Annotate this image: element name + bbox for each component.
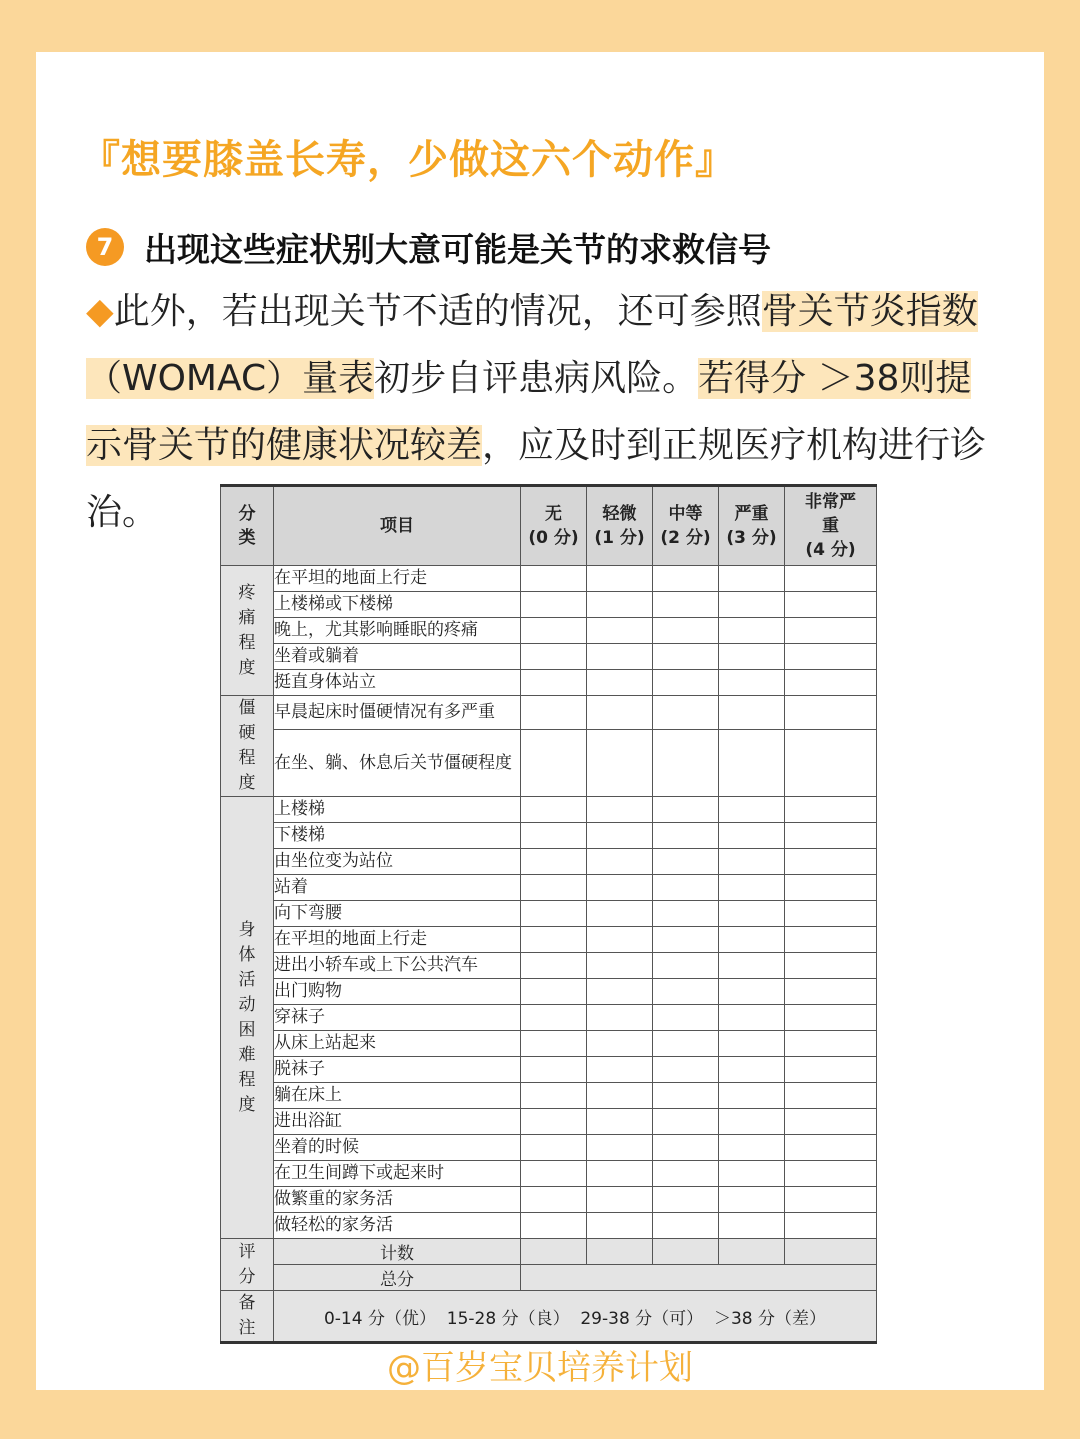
score-cell[interactable] — [785, 1057, 877, 1083]
score-cell[interactable] — [521, 979, 587, 1005]
score-category-cell — [221, 1239, 274, 1291]
count-cell[interactable] — [521, 1239, 587, 1265]
score-cell[interactable] — [785, 797, 877, 823]
score-cell[interactable] — [653, 875, 719, 901]
table-row — [221, 1135, 877, 1161]
score-cell[interactable] — [587, 670, 653, 696]
item-cell: 穿袜子 — [274, 1005, 521, 1031]
score-cell[interactable] — [587, 1005, 653, 1031]
table-row — [221, 1213, 877, 1239]
score-cell[interactable] — [587, 927, 653, 953]
table-row — [221, 696, 877, 730]
score-cell[interactable] — [653, 696, 719, 730]
score-cell[interactable] — [785, 953, 877, 979]
item-cell: 在坐、躺、休息后关节僵硬程度 — [274, 730, 521, 797]
category-label: 疼痛程度 — [238, 582, 256, 678]
womac-table-wrapper — [220, 484, 878, 1344]
item-cell: 躺在床上 — [274, 1083, 521, 1109]
score-cell[interactable] — [653, 901, 719, 927]
score-cell[interactable] — [719, 849, 785, 875]
item-cell: 早晨起床时僵硬情况有多严重 — [274, 696, 521, 730]
score-cell[interactable] — [653, 1005, 719, 1031]
score-cell[interactable] — [719, 1187, 785, 1213]
score-cell[interactable] — [785, 1213, 877, 1239]
note-category-cell — [221, 1291, 274, 1343]
table-row — [221, 953, 877, 979]
highlight-score: 若得分 ＞38则提示骨关节的健康状况较差 — [86, 358, 972, 466]
score-cell[interactable] — [521, 670, 587, 696]
score-cell[interactable] — [785, 1031, 877, 1057]
score-cell[interactable] — [587, 1135, 653, 1161]
count-cell[interactable] — [785, 1239, 877, 1265]
item-cell: 在卫生间蹲下或起来时 — [274, 1161, 521, 1187]
item-cell: 坐着的时候 — [274, 1135, 521, 1161]
score-cell[interactable] — [521, 953, 587, 979]
score-cell[interactable] — [653, 1031, 719, 1057]
header-extreme: 非常严 重 (4 分) — [785, 486, 877, 566]
score-cell[interactable] — [521, 1005, 587, 1031]
table-row — [221, 1109, 877, 1135]
header-mild: 轻微 (1 分) — [587, 486, 653, 566]
table-row — [221, 927, 877, 953]
number-badge: 7 — [86, 228, 124, 266]
score-cell[interactable] — [521, 927, 587, 953]
category-cell — [221, 696, 274, 797]
count-cell[interactable] — [653, 1239, 719, 1265]
score-cell[interactable] — [587, 618, 653, 644]
table-row — [221, 1083, 877, 1109]
count-row — [221, 1239, 877, 1265]
score-cell[interactable] — [719, 1057, 785, 1083]
score-cell[interactable] — [785, 849, 877, 875]
total-row — [221, 1265, 877, 1291]
table-row — [221, 1057, 877, 1083]
score-cell[interactable] — [785, 823, 877, 849]
score-cell[interactable] — [587, 592, 653, 618]
score-cell[interactable] — [653, 927, 719, 953]
table-row — [221, 644, 877, 670]
count-cell[interactable] — [587, 1239, 653, 1265]
count-label: 计数 — [274, 1239, 521, 1265]
item-cell: 从床上站起来 — [274, 1031, 521, 1057]
score-cell[interactable] — [521, 1057, 587, 1083]
score-cell[interactable] — [587, 953, 653, 979]
section-heading — [86, 224, 771, 270]
header-category: 分类 — [221, 486, 274, 566]
score-cell[interactable] — [785, 1083, 877, 1109]
header-severe: 严重 (3 分) — [719, 486, 785, 566]
score-cell[interactable] — [521, 644, 587, 670]
score-cell[interactable] — [521, 797, 587, 823]
count-cell[interactable] — [719, 1239, 785, 1265]
score-cell[interactable] — [785, 1161, 877, 1187]
score-cell[interactable] — [653, 1213, 719, 1239]
table-row — [221, 979, 877, 1005]
score-cell[interactable] — [785, 1005, 877, 1031]
item-cell: 在平坦的地面上行走 — [274, 927, 521, 953]
score-cell[interactable] — [719, 644, 785, 670]
table-row — [221, 730, 877, 797]
score-cell[interactable] — [785, 927, 877, 953]
header-none: 无 (0 分) — [521, 486, 587, 566]
score-cell[interactable] — [653, 979, 719, 1005]
item-cell: 向下弯腰 — [274, 901, 521, 927]
score-cell[interactable] — [653, 618, 719, 644]
score-cell[interactable] — [785, 1187, 877, 1213]
score-cell[interactable] — [719, 1005, 785, 1031]
table-row — [221, 1005, 877, 1031]
score-cell[interactable] — [587, 1057, 653, 1083]
item-cell: 脱袜子 — [274, 1057, 521, 1083]
score-cell[interactable] — [719, 1213, 785, 1239]
score-cell[interactable] — [719, 953, 785, 979]
table-row — [221, 849, 877, 875]
item-cell: 做轻松的家务活 — [274, 1213, 521, 1239]
total-label: 总分 — [274, 1265, 521, 1291]
score-cell[interactable] — [653, 644, 719, 670]
score-cell[interactable] — [653, 1083, 719, 1109]
score-cell[interactable] — [521, 730, 587, 797]
score-cell[interactable] — [521, 1109, 587, 1135]
paragraph-text-3: ，应及时到正规医疗机构进行诊治。 — [86, 425, 987, 533]
item-cell: 进出小轿车或上下公共汽车 — [274, 953, 521, 979]
score-cell[interactable] — [521, 1187, 587, 1213]
score-cell[interactable] — [587, 797, 653, 823]
table-row — [221, 566, 877, 592]
score-cell[interactable] — [785, 901, 877, 927]
score-cell[interactable] — [521, 618, 587, 644]
score-cell[interactable] — [521, 1031, 587, 1057]
score-cell[interactable] — [719, 823, 785, 849]
score-cell[interactable] — [587, 1187, 653, 1213]
score-cell[interactable] — [785, 875, 877, 901]
score-cell[interactable] — [653, 566, 719, 592]
score-cell[interactable] — [521, 901, 587, 927]
score-cell[interactable] — [587, 901, 653, 927]
item-cell: 站着 — [274, 875, 521, 901]
item-cell: 进出浴缸 — [274, 1109, 521, 1135]
score-cell[interactable] — [521, 875, 587, 901]
score-cell[interactable] — [521, 696, 587, 730]
score-cell[interactable] — [653, 953, 719, 979]
score-cell[interactable] — [653, 1135, 719, 1161]
score-cell[interactable] — [521, 1213, 587, 1239]
score-cell[interactable] — [719, 592, 785, 618]
score-cell[interactable] — [653, 670, 719, 696]
score-cell[interactable] — [653, 592, 719, 618]
header-item: 项目 — [274, 486, 521, 566]
score-cell[interactable] — [719, 566, 785, 592]
total-value-cell[interactable] — [521, 1265, 877, 1291]
score-cell[interactable] — [587, 566, 653, 592]
score-cell[interactable] — [785, 1135, 877, 1161]
score-cell[interactable] — [653, 823, 719, 849]
table-header-row — [221, 486, 877, 566]
table-row — [221, 797, 877, 823]
score-cell[interactable] — [587, 1213, 653, 1239]
item-cell: 上楼梯 — [274, 797, 521, 823]
category-label: 评分 — [238, 1241, 256, 1287]
score-cell[interactable] — [587, 1109, 653, 1135]
score-cell[interactable] — [719, 1083, 785, 1109]
table-row — [221, 1187, 877, 1213]
page-title: 『想要膝盖长寿，少做这六个动作』 — [80, 137, 736, 183]
score-cell[interactable] — [719, 797, 785, 823]
score-cell[interactable] — [719, 1161, 785, 1187]
score-cell[interactable] — [521, 1135, 587, 1161]
category-label: 僵硬程度 — [238, 698, 256, 793]
score-cell[interactable] — [719, 1135, 785, 1161]
score-cell[interactable] — [719, 1109, 785, 1135]
score-cell[interactable] — [719, 618, 785, 644]
score-cell[interactable] — [653, 730, 719, 797]
table-body — [221, 566, 877, 1343]
score-cell[interactable] — [719, 696, 785, 730]
score-cell[interactable] — [587, 1161, 653, 1187]
score-cell[interactable] — [521, 592, 587, 618]
category-cell — [221, 566, 274, 696]
section-heading-text: 出现这些症状别大意可能是关节的求救信号 — [144, 229, 771, 269]
score-cell[interactable] — [719, 730, 785, 797]
score-cell[interactable] — [587, 823, 653, 849]
score-cell[interactable] — [653, 1057, 719, 1083]
item-cell: 挺直身体站立 — [274, 670, 521, 696]
score-cell[interactable] — [785, 979, 877, 1005]
score-cell[interactable] — [719, 1031, 785, 1057]
score-cell[interactable] — [785, 696, 877, 730]
paragraph-text-1: 此外，若出现关节不适的情况，还可参照 — [113, 291, 762, 332]
score-cell[interactable] — [521, 823, 587, 849]
table-row — [221, 1161, 877, 1187]
womac-table — [220, 484, 877, 1344]
score-cell[interactable] — [719, 670, 785, 696]
score-cell[interactable] — [521, 849, 587, 875]
item-cell: 出门购物 — [274, 979, 521, 1005]
table-row — [221, 901, 877, 927]
score-cell[interactable] — [785, 592, 877, 618]
footer-signature: @百岁宝贝培养计划 — [387, 1348, 693, 1388]
score-cell[interactable] — [653, 849, 719, 875]
category-label: 身体活动困难程度 — [238, 919, 256, 1115]
note-text: 0-14 分（优） 15-28 分（良） 29-38 分（可） ＞38 分（差） — [274, 1291, 877, 1343]
item-cell: 下楼梯 — [274, 823, 521, 849]
score-cell[interactable] — [521, 566, 587, 592]
score-cell[interactable] — [587, 1083, 653, 1109]
score-cell[interactable] — [653, 1187, 719, 1213]
score-cell[interactable] — [587, 875, 653, 901]
score-cell[interactable] — [521, 1161, 587, 1187]
score-cell[interactable] — [653, 1161, 719, 1187]
score-cell[interactable] — [653, 1109, 719, 1135]
score-cell[interactable] — [587, 979, 653, 1005]
score-cell[interactable] — [653, 797, 719, 823]
category-label: 备注 — [238, 1293, 256, 1338]
score-cell[interactable] — [587, 696, 653, 730]
score-cell[interactable] — [521, 1083, 587, 1109]
table-row — [221, 875, 877, 901]
score-cell[interactable] — [719, 901, 785, 927]
table-row — [221, 1031, 877, 1057]
score-cell[interactable] — [785, 644, 877, 670]
score-cell[interactable] — [719, 927, 785, 953]
score-cell[interactable] — [719, 875, 785, 901]
item-cell: 做繁重的家务活 — [274, 1187, 521, 1213]
score-cell[interactable] — [587, 1031, 653, 1057]
score-cell[interactable] — [785, 1109, 877, 1135]
table-row — [221, 618, 877, 644]
item-cell: 坐着或躺着 — [274, 644, 521, 670]
header-moderate: 中等 (2 分) — [653, 486, 719, 566]
item-cell: 晚上，尤其影响睡眠的疼痛 — [274, 618, 521, 644]
score-cell[interactable] — [587, 644, 653, 670]
highlight-womac: 骨关节炎指数（WOMAC）量表 — [86, 291, 978, 399]
score-cell[interactable] — [719, 979, 785, 1005]
note-row — [221, 1291, 877, 1343]
table-row — [221, 823, 877, 849]
paragraph-text-2: 初步自评患病风险。 — [374, 358, 699, 399]
diamond-icon: ◆ — [86, 291, 114, 332]
category-cell — [221, 797, 274, 1239]
score-cell[interactable] — [587, 730, 653, 797]
item-cell: 上楼梯或下楼梯 — [274, 592, 521, 618]
item-cell: 由坐位变为站位 — [274, 849, 521, 875]
table-row — [221, 670, 877, 696]
score-cell[interactable] — [785, 618, 877, 644]
score-cell[interactable] — [587, 849, 653, 875]
table-row — [221, 592, 877, 618]
score-cell[interactable] — [785, 566, 877, 592]
score-cell[interactable] — [785, 670, 877, 696]
item-cell: 在平坦的地面上行走 — [274, 566, 521, 592]
score-cell[interactable] — [785, 730, 877, 797]
